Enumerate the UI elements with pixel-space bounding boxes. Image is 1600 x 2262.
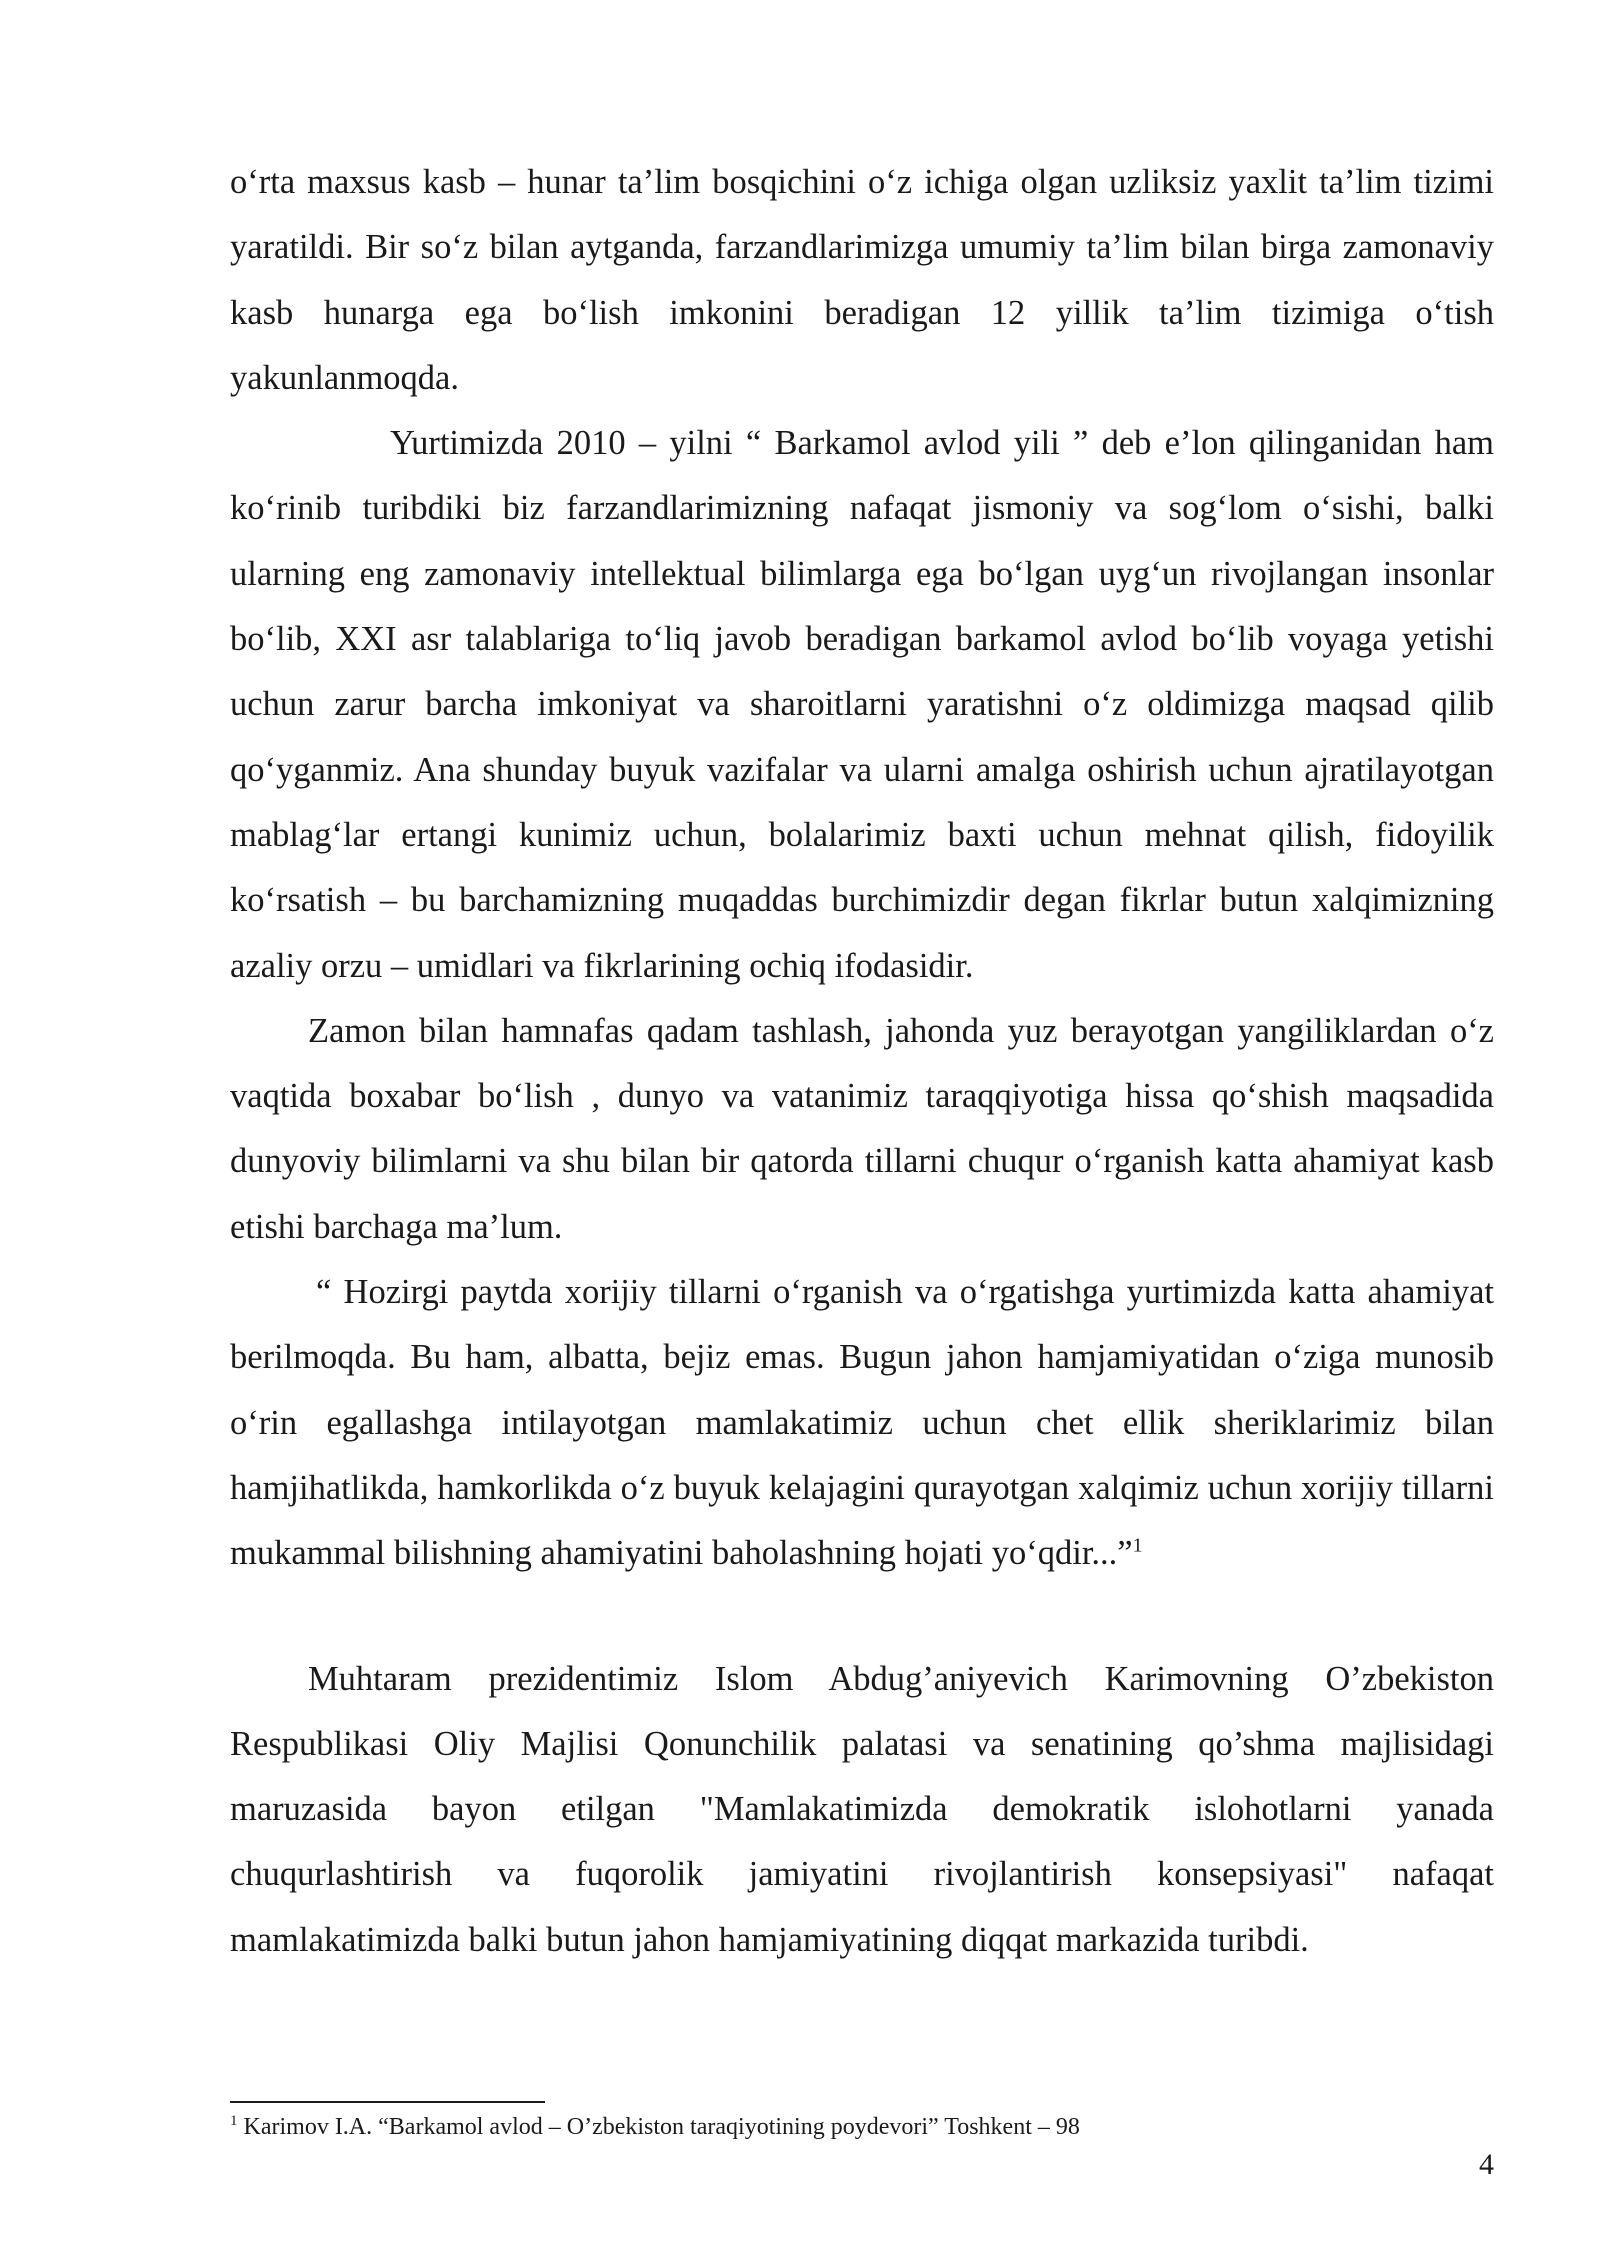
paragraph-5: Muhtaram prezidentimiz Islom Abdug’aniyevich Karimovning O’zbekiston Respublikasi Oliy Majlisi Qonunchilik palatasi va senatining qo’shma majlisidagi maruzasida bayon etilgan "Mamlakatimizda demokratik islohotlarni yanada chuqurlashtirish va fuqorolik jamiyatini rivojlantirish konsepsiyasi" nafaqat mamlakatimizda balki butun jahon hamjamiyatining diqqat markazida turibdi. [230,1659,1494,1959]
paragraph-spacer [230,1587,1494,1647]
paragraph-4-quote [230,1260,1494,1586]
quote-text: “ Hozirgi paytda xorijiy tillarni o‘rganish va o‘rgatishga yurtimizda katta ahamiyat berilmoqda. Bu ham, albatta, bejiz emas. Bugun jahon hamjamiyatidan o‘ziga munosib o‘rin egallashga intilayotgan mamlakatimiz uchun chet ellik sheriklarimiz bilan hamjihatlikda, hamkorlikda o‘z buyuk kelajagini qurayotgan xalqimiz uchun xorijiy tillarni mukammal bilishning ahamiyatini baholashning hojati yo‘qdir...” [230,1273,1494,1573]
paragraph-1: o‘rta maxsus kasb – hunar ta’lim bosqichini o‘z ichiga olgan uzliksiz yaxlit ta’lim tizimi yaratildi. Bir so‘z bilan aytganda, farzandlarimizga umumiy ta’lim bilan birga zamonaviy kasb hunarga ega bo‘lish imkonini beradigan 12 yillik ta’lim tizimiga o‘tish yakunlanmoqda. [230,163,1494,397]
footnote-text: Karimov I.A. “Barkamol avlod – O’zbekiston taraqiyotining poydevori” Toshkent – 98 [243,2114,1080,2140]
footnote-separator [230,2101,545,2103]
footnote-reference: 1 [1132,1534,1143,1557]
paragraph-2: Yurtimizda 2010 – yilni “ Barkamol avlod yili ” deb e’lon qilinganidan ham ko‘rinib turibdiki biz farzandlarimizning nafaqat jismoniy va sog‘lom o‘sishi, balki ularning eng zamonaviy intellektual bilimlarga ega bo‘lgan uyg‘un rivojlangan insonlar bo‘lib, XXI asr talablariga to‘liq javob beradigan barkamol avlod bo‘lib voyaga yetishi uchun zarur barcha imkoniyat va sharoitlarni yaratishni o‘z oldimizga maqsad qilib qo‘yganmiz. Ana shunday buyuk vazifalar va ularni amalga oshirish uchun ajratilayotgan mablag‘lar ertangi kunimiz uchun, bolalarimiz baxti uchun mehnat qilish, fidoyilik ko‘rsatish – bu barchamizning muqaddas burchimizdir degan fikrlar butun xalqimizning azaliy orzu – umidlari va fikrlarining ochiq ifodasidir. [230,424,1494,985]
paragraph-3: Zamon bilan hamnafas qadam tashlash, jahonda yuz berayotgan yangiliklardan o‘z vaqtida boxabar bo‘lish , dunyo va vatanimiz taraqqiyotiga hissa qo‘shish maqsadida dunyoviy bilimlarni va shu bilan bir qatorda tillarni chuqur o‘rganish katta ahamiyat kasb etishi barchaga ma’lum. [230,1011,1494,1246]
document-body [230,150,1494,1973]
page-number: 4 [1479,2148,1494,2181]
footnote [230,2110,1494,2144]
footnote-marker: 1 [230,2113,238,2129]
